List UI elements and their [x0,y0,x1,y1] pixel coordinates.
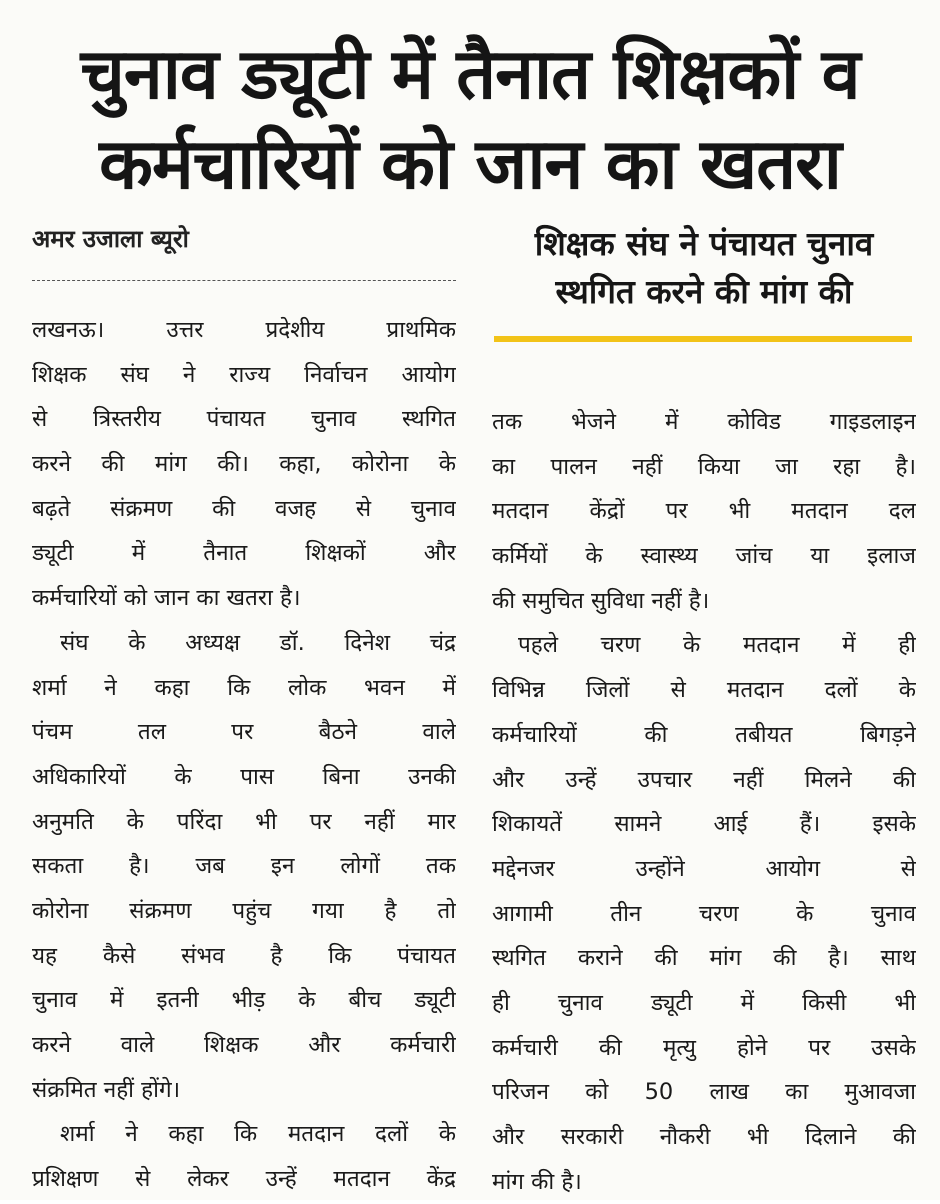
column-line: मतदान केंद्रों पर भी मतदान दल [492,498,916,525]
column-line: चुनाव में इतनी भीड़ के बीच ड्यूटी [32,987,456,1014]
subheadline-line-1: शिक्षक संघ ने पंचायत चुनाव [534,224,874,263]
column-line: बढ़ते संक्रमण की वजह से चुनाव [32,495,456,522]
column-line: मद्देनजर उन्होंने आयोग से [492,855,916,882]
column-line: पहले चरण के मतदान में ही [518,632,916,659]
article-column-left [32,308,456,1202]
column-line: कर्मियों के स्वास्थ्य जांच या इलाज [492,543,916,570]
column-line: और उन्हें उपचार नहीं मिलने की [492,766,916,793]
column-line: कर्मचारियों की तबीयत बिगड़ने [492,721,916,748]
column-line: पंचम तल पर बैठने वाले [32,719,456,746]
column-line: शर्मा ने कहा कि मतदान दलों के [60,1121,456,1148]
column-line: मांग की है। [492,1168,582,1195]
column-line: शर्मा ने कहा कि लोक भवन में [32,674,456,701]
column-line: विभिन्न जिलों से मतदान दलों के [492,677,916,704]
column-line: ड्यूटी में तैनात शिक्षकों और [32,540,456,567]
column-line: आगामी तीन चरण के चुनाव [492,900,916,927]
column-line: का पालन नहीं किया जा रहा है। [492,453,916,480]
column-line: कोरोना संक्रमण पहुंच गया है तो [32,897,456,924]
column-line: की समुचित सुविधा नहीं है। [492,587,710,614]
column-line: करने की मांग की। कहा, कोरोना के [32,451,456,478]
column-line: स्थगित कराने की मांग की है। साथ [492,945,916,972]
column-line: अनुमति के परिंदा भी पर नहीं मार [32,808,456,835]
column-line: करने वाले शिक्षक और कर्मचारी [32,1032,456,1058]
article-column-right [492,400,916,1204]
column-line: और सरकारी नौकरी भी दिलाने की [492,1124,916,1150]
column-line: प्रशिक्षण से लेकर उन्हें मतदान केंद्र [32,1166,456,1193]
column-line: शिक्षक संघ ने राज्य निर्वाचन आयोग [32,361,456,388]
column-line: परिजन को 50 लाख का मुआवजा [492,1079,916,1106]
headline-line-2: कर्मचारियों को जान का खतरा [99,123,841,205]
column-line: संघ के अध्यक्ष डॉ. दिनेश चंद्र [60,629,456,656]
column-line: तक भेजने में कोविड गाइडलाइन [492,409,916,435]
headline-line-1: चुनाव ड्यूटी में तैनात शिक्षकों व [80,33,860,115]
column-line: लखनऊ। उत्तर प्रदेशीय प्राथमिक [32,317,456,343]
column-line: सकता है। जब इन लोगों तक [32,853,456,880]
subheadline-accent-rule [494,336,912,342]
byline-divider [32,280,456,281]
subheadline-line-2: स्थगित करने की मांग की [555,272,853,311]
column-line: यह कैसे संभव है कि पंचायत [32,942,456,969]
column-line: अधिकारियों के पास बिना उनकी [32,763,456,790]
column-line: से त्रिस्तरीय पंचायत चुनाव स्थगित [32,406,456,433]
column-line: ही चुनाव ड्यूटी में किसी भी [492,989,916,1016]
byline: अमर उजाला ब्यूरो [32,225,189,253]
column-line: कर्मचारी की मृत्यु होने पर उसके [492,1034,916,1061]
column-line: संक्रमित नहीं होंगे। [32,1076,181,1103]
column-line: शिकायतें सामने आई हैं। इसके [492,811,916,838]
column-line: कर्मचारियों को जान का खतरा है। [32,585,301,612]
